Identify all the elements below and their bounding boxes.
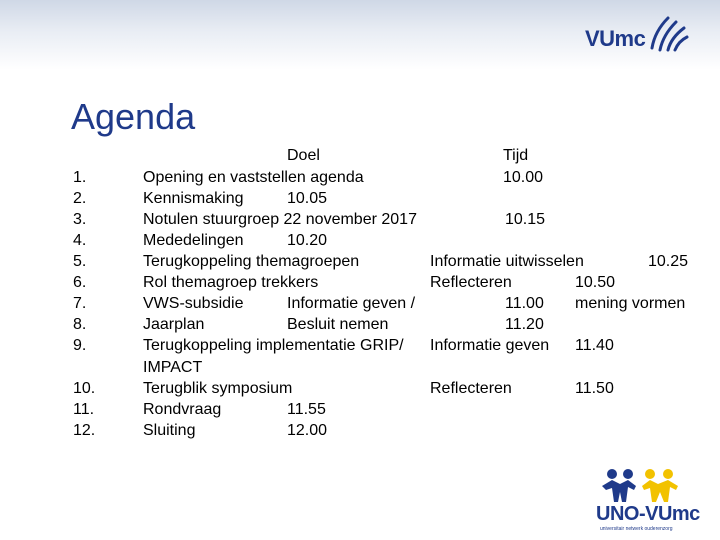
uno-vumc-people-icon (598, 468, 688, 504)
item-text: Kennismaking (143, 190, 244, 207)
item-text: Sluiting (143, 422, 196, 439)
uno-vumc-logo-text: UNO-VUmc (596, 503, 700, 525)
item-time: 11.50 (575, 380, 614, 397)
item-number: 1. (73, 169, 87, 186)
item-number: 5. (73, 253, 87, 270)
item-aim: Reflecteren (430, 380, 512, 397)
item-text: Notulen stuurgroep 22 november 2017 (143, 211, 417, 228)
item-time: 11.40 (575, 337, 614, 354)
item-time: 11.20 (505, 316, 544, 333)
item-aim: Reflecteren (430, 274, 512, 291)
item-number: 12. (73, 422, 96, 439)
item-time: 12.00 (287, 422, 328, 439)
header-doel: Doel (287, 147, 320, 164)
header-tijd: Tijd (503, 147, 529, 164)
item-text-continued: IMPACT (143, 359, 203, 376)
start-time: 10.00 (503, 169, 544, 186)
item-number: 11. (73, 401, 95, 418)
item-aim: Besluit nemen (287, 316, 389, 333)
item-aim: Informatie uitwisselen (430, 253, 584, 270)
item-number: 2. (73, 190, 87, 207)
item-time: 10.15 (505, 211, 546, 228)
item-number: 7. (73, 295, 87, 312)
item-aim: Informatie geven / (287, 295, 416, 312)
item-text: Mededelingen (143, 232, 244, 249)
vumc-logo-text: VUmc (585, 26, 646, 51)
item-text: Opening en vaststellen agenda (143, 169, 364, 186)
item-text: Terugblik symposium (143, 380, 293, 397)
item-text: Rol themagroep trekkers (143, 274, 319, 291)
item-aim-continued: mening vormen (575, 295, 686, 312)
item-time: 11.55 (287, 401, 326, 418)
item-number: 10. (73, 380, 96, 397)
item-text: Terugkoppeling implementatie GRIP/ (143, 337, 404, 354)
item-time: 10.05 (287, 190, 328, 207)
item-time: 10.25 (648, 253, 689, 270)
item-number: 4. (73, 232, 87, 249)
item-aim: Informatie geven (430, 337, 550, 354)
item-number: 9. (73, 337, 87, 354)
item-number: 6. (73, 274, 87, 291)
item-number: 8. (73, 316, 87, 333)
item-time: 10.50 (575, 274, 616, 291)
vumc-logo-icon (644, 12, 690, 52)
item-text: Jaarplan (143, 316, 205, 333)
uno-vumc-subtitle: universitair netwerk ouderenzorg (600, 526, 673, 532)
item-text: VWS-subsidie (143, 295, 244, 312)
item-time: 10.20 (287, 232, 328, 249)
page-title: Agenda (71, 96, 196, 137)
item-number: 3. (73, 211, 87, 228)
item-text: Terugkoppeling themagroepen (143, 253, 360, 270)
item-text: Rondvraag (143, 401, 222, 418)
item-time: 11.00 (505, 295, 544, 312)
